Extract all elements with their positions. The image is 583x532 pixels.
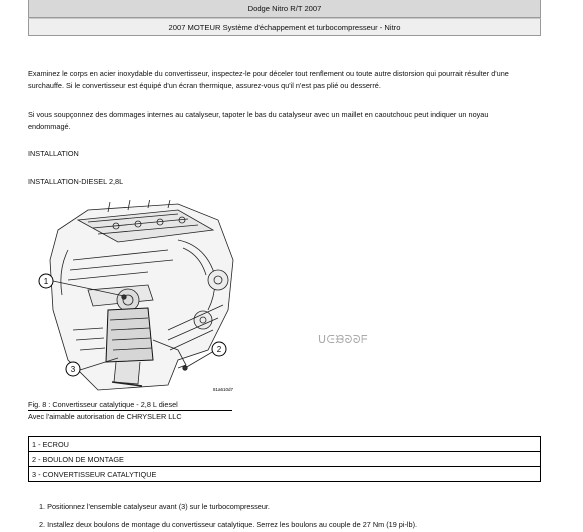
paragraph-line: surchauffe. Si le convertisseur est équipé d'un écran thermique, assurez-vous qu'il n'est pas plié ou desserré. (28, 81, 381, 90)
figure-caption: Fig. 8 : Convertisseur catalytique - 2,8 L diesel (28, 400, 232, 411)
table-row (29, 437, 541, 452)
table-cell: 2 - BOULON DE MONTAGE (29, 452, 541, 467)
vehicle-title: Dodge Nitro R/T 2007 (28, 0, 541, 18)
engine-drawing (28, 200, 243, 396)
section-title: 2007 MOTEUR Système d'échappement et turbocompresseur - Nitro (28, 18, 541, 36)
heading-installation: INSTALLATION (28, 149, 79, 158)
engine-illustration (28, 200, 243, 401)
step-item: 1. Positionnez l'ensemble catalyseur avant (3) sur le turbocompresseur. (39, 502, 270, 511)
parts-legend-table (28, 436, 541, 482)
watermark: ᑌᕮᙖᘐᘐᖴ (318, 334, 369, 346)
paragraph-line: Examinez le corps en acier inoxydable du convertisseur, inspectez-le pour déceler tout renflement ou toute autre distorsion qui pourrait résulter d'une (28, 69, 509, 78)
table-row (29, 452, 541, 467)
step-item: 2. Installez deux boulons de montage du convertisseur catalytique. Serrez les boulons au couple de 27 Nm (19 pi-lb). (39, 520, 418, 529)
table-cell: 1 - ECROU (32, 439, 69, 449)
paragraph-damage (28, 109, 548, 133)
table-row (29, 467, 541, 482)
callout-1-label: 1 (43, 277, 49, 286)
figure-credit: Avec l'aimable autorisation de CHRYSLER LLC (28, 412, 182, 421)
table-cell: 3 - CONVERTISSEUR CATALYTIQUE (29, 467, 541, 482)
callout-2-label: 2 (216, 345, 222, 354)
paragraph-line: Si vous soupçonnez des dommages internes au catalyseur, tapoter le bas du catalyseur avec un maillet en caoutchouc peut indiquer un noyau (28, 110, 489, 119)
heading-installation-diesel: INSTALLATION-DIESEL 2,8L (28, 177, 124, 186)
paragraph-inspect (28, 68, 548, 92)
callout-3-label: 3 (70, 365, 76, 374)
paragraph-line: endommagé. (28, 122, 71, 131)
figure-code: 81a610d7 (212, 387, 234, 392)
